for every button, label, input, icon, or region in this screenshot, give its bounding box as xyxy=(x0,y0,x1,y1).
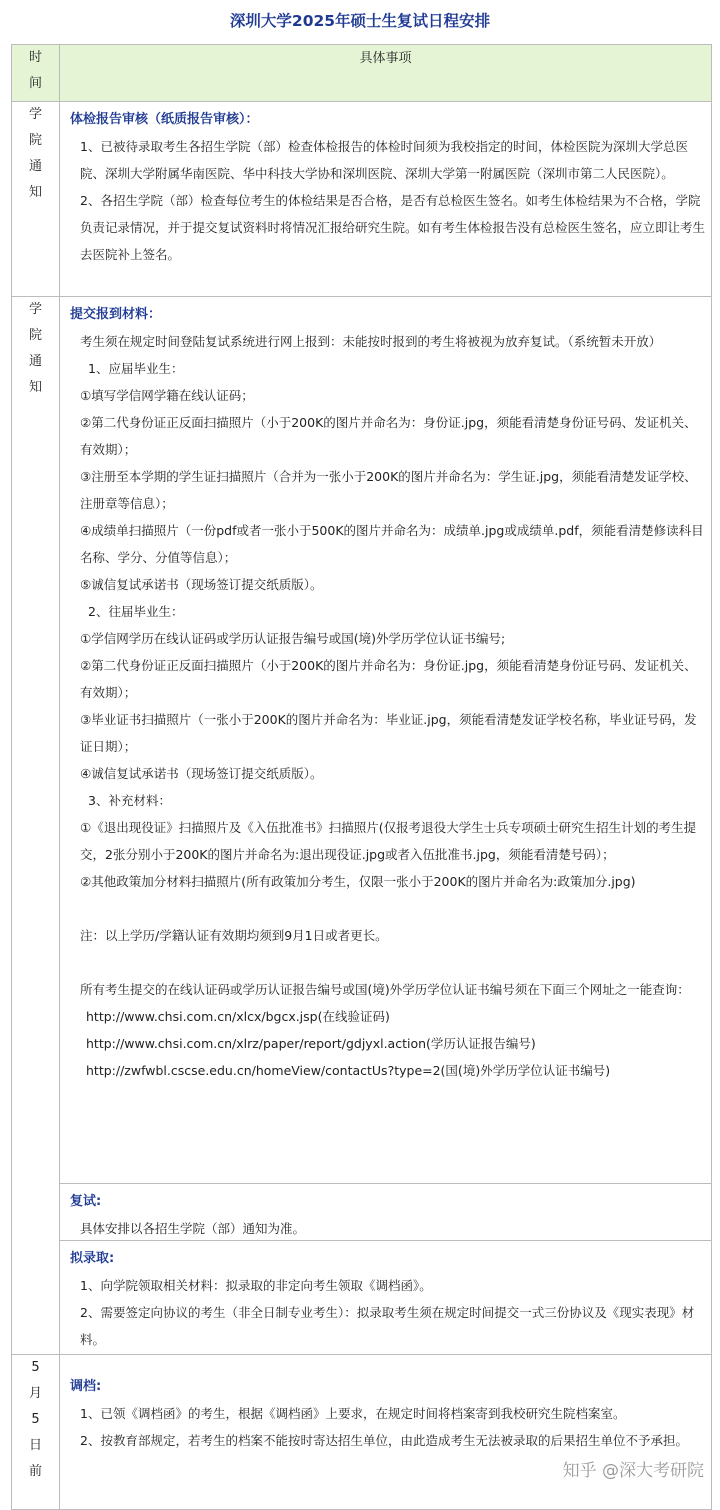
paragraph: 2、按教育部规定，若考生的档案不能按时寄达招生单位，由此造成考生无法被录取的后果招生单位不予承担。 xyxy=(80,1433,688,1448)
paragraph: 2、需要签定向协议的考生（非全日制专业考生）：拟录取考生须在规定时间提交一式三份协议及《现实表现》材料。 xyxy=(80,1305,695,1347)
row-content-cell xyxy=(60,1355,712,1510)
section-heading: 调档: xyxy=(70,1379,102,1394)
header-content: 具体事项 xyxy=(60,45,712,102)
section-heading: 提交报到材料： xyxy=(70,307,162,322)
list-item: ①学信网学历在线认证码或学历认证报告编号或国(境)外学历学位认证书编号; xyxy=(80,631,506,646)
table-header-row xyxy=(12,45,712,102)
list-item: ①《退出现役证》扫描照片及《入伍批准书》扫描照片(仅报考退役大学生士兵专项硕士研究生招生计划的考生提交，2张分别小于200K的图片并命名为:退出现役证.jpg或者入伍批准书.jpg，须能看清楚号码）； xyxy=(80,820,697,862)
list-item: ②其他政策加分材料扫描照片(所有政策加分考生，仅限一张小于200K的图片并命名为:政策加分.jpg) xyxy=(80,874,636,889)
paragraph: 1、向学院领取相关材料：拟录取的非定向考生领取《调档函》。 xyxy=(80,1278,432,1293)
list-item: ④成绩单扫描照片（一份pdf或者一张小于500K的图片并命名为：成绩单.jpg或成绩单.pdf，须能看清楚修读科目名称、学分、分值等信息）； xyxy=(80,523,704,565)
row-content-cell xyxy=(60,102,712,297)
header-time: 时间 xyxy=(12,45,60,102)
list-item: ⑤诚信复试承诺书（现场签订提交纸质版）。 xyxy=(80,577,323,592)
url-link[interactable]: http://www.chsi.com.cn/xlrz/paper/report/gdjyxl.action(学历认证报告编号) xyxy=(86,1036,536,1051)
row-time-cell: 学院通知 xyxy=(12,297,60,1355)
watermark: 知乎 @深大考研院 xyxy=(562,1461,704,1481)
paragraph: 1、已被待录取考生各招生学院（部）检查体检报告的体检时间须为我校指定的时间，体检医院为深圳大学总医院、深圳大学附属华南医院、华中科技大学协和深圳医院、深圳大学第一附属医院（深圳市第二人民医院）。 xyxy=(80,139,688,181)
schedule-table xyxy=(11,44,712,1510)
section-heading: 复试: xyxy=(70,1194,102,1209)
paragraph: 所有考生提交的在线认证码或学历认证报告编号或国(境)外学历学位认证书编号须在下面三个网址之一能查询： xyxy=(80,982,690,997)
note: 注：以上学历/学籍认证有效期均须到9月1日或者更长。 xyxy=(80,928,388,943)
list-group-title: 3、补充材料： xyxy=(88,793,171,808)
page-title: 深圳大学2025年硕士生复试日程安排 xyxy=(229,12,491,30)
list-item: ③毕业证书扫描照片（一张小于200K的图片并命名为：毕业证.jpg，须能看清楚发证学校名称，毕业证号码，发证日期）； xyxy=(80,712,697,754)
paragraph: 具体安排以各招生学院（部）通知为准。 xyxy=(80,1221,306,1236)
section-heading: 体检报告审核（纸质报告审核）： xyxy=(70,112,259,127)
list-item: ②第二代身份证正反面扫描照片（小于200K的图片并命名为：身份证.jpg，须能看清楚身份证号码、发证机关、有效期）； xyxy=(80,415,697,457)
row-content-cell xyxy=(60,297,712,1355)
row-time-cell: 5月5日前 xyxy=(12,1355,60,1510)
list-item: ①填写学信网学籍在线认证码； xyxy=(80,388,254,403)
list-item: ②第二代身份证正反面扫描照片（小于200K的图片并命名为：身份证.jpg，须能看清楚身份证号码、发证机关、有效期）； xyxy=(80,658,697,700)
table-row xyxy=(12,297,712,1355)
list-item: ③注册至本学期的学生证扫描照片（合并为一张小于200K的图片并命名为：学生证.jpg，须能看清楚发证学校、注册章等信息）； xyxy=(80,469,697,511)
url-link[interactable]: http://zwfwbl.cscse.edu.cn/homeView/contactUs?type=2(国(境)外学历学位认证书编号) xyxy=(86,1063,611,1078)
paragraph: 2、各招生学院（部）检查每位考生的体检结果是否合格，是否有总检医生签名。如考生体检结果为不合格，学院负责记录情况，并于提交复试资料时将情况汇报给研究生院。如有考生体检报告没有总检医生签名，应立即让考生去医院补上签名。 xyxy=(80,193,706,262)
list-item: ④诚信复试承诺书（现场签订提交纸质版）。 xyxy=(80,766,323,781)
list-group-title: 2、往届毕业生： xyxy=(88,604,184,619)
row-time-cell: 学院通知 xyxy=(12,102,60,297)
paragraph: 考生须在规定时间登陆复试系统进行网上报到：未能按时报到的考生将被视为放弃复试。（系统暂未开放） xyxy=(80,334,662,349)
table-row xyxy=(12,102,712,297)
table-row xyxy=(12,1355,712,1510)
section-heading: 拟录取: xyxy=(70,1251,115,1266)
url-link[interactable]: http://www.chsi.com.cn/xlcx/bgcx.jsp(在线验证码) xyxy=(86,1009,390,1024)
list-group-title: 1、应届毕业生： xyxy=(88,361,184,376)
paragraph: 1、已领《调档函》的考生，根据《调档函》上要求，在规定时间将档案寄到我校研究生院档案室。 xyxy=(80,1406,626,1421)
